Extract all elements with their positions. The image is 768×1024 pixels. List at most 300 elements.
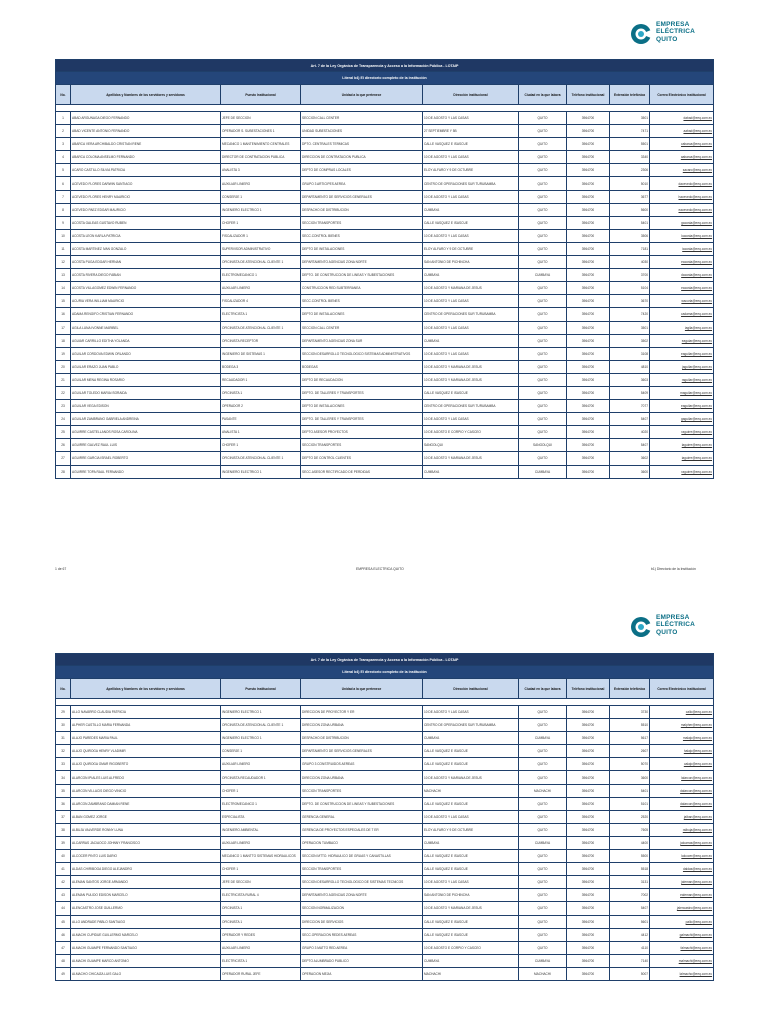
address: MACHACHI [423, 784, 519, 797]
phone: 3964700 [567, 295, 610, 308]
extension: 5007 [610, 967, 650, 980]
position: DIRECTOR DE CONTRATACION PUBLICA [221, 151, 301, 164]
extension: 3108 [610, 347, 650, 360]
employee-name: ALLO ANDRADE PABLO SANTIAGO [71, 915, 221, 928]
table-header-row [56, 85, 714, 105]
unit: SECC.CONTROL BIENES [301, 295, 423, 308]
address: 27 SEPTIEMBRE Y 5B [423, 125, 519, 138]
employee-name: ACOSTA VILLAGOMEZ EDWIN FERNANDO [71, 282, 221, 295]
email-link[interactable]: ealeman@eeq.com.ec [650, 889, 714, 902]
extension: 5401 [610, 784, 650, 797]
unit: BODEGAS [301, 360, 423, 373]
address: 10 DE AGOSTO Y LAS CASAS [423, 347, 519, 360]
employee-name: ALARCON ZAMBRANO DAMIAN RENE [71, 797, 221, 810]
employee-name: ACARO CASTILLO SILVIA PATRICIA [71, 164, 221, 177]
position: CHOFER 1 [221, 439, 301, 452]
company-logo-text: EMPRESA ELÉCTRICA QUITO [656, 614, 695, 636]
email-link[interactable]: gaguilar@eeq.com.ec [650, 413, 714, 426]
employee-name: AGUILAR CORDOVA EDWIN ORLANDO [71, 347, 221, 360]
address: CALLE VASQUEZ E ISASCUE [423, 863, 519, 876]
employee-name: ABAD ARGUNAGA DIEGO FERNANDO [71, 112, 221, 125]
extension: 3340 [610, 151, 650, 164]
email-link[interactable]: eacosta@eeq.com.ec [650, 282, 714, 295]
employee-name: AGUILAR VEGA EDISON [71, 400, 221, 413]
position: ESPECIALISTA [221, 810, 301, 823]
email-link[interactable]: iaguirre@eeq.com.ec [650, 452, 714, 465]
email-link[interactable]: laguirre@eeq.com.ec [650, 439, 714, 452]
address: CALLE VASQUEZ E ISASCUE [423, 386, 519, 399]
email-link[interactable]: lalarcon@eeq.com.ec [650, 771, 714, 784]
unit: DEPTO DE COMPRAS LOCALES [301, 164, 423, 177]
col-header-email: Correo Electrónico institucional [650, 85, 714, 105]
table-row [56, 771, 714, 784]
extension: 5070 [610, 758, 650, 771]
city: QUITO [519, 256, 567, 269]
extension: 3603 [610, 373, 650, 386]
email-link[interactable]: galmachi@eeq.com.ec [650, 928, 714, 941]
extension: 5617 [610, 732, 650, 745]
employee-name: ALAJO QUIROGA OMAR RIGOBERTO [71, 758, 221, 771]
extension: 3506 [610, 229, 650, 242]
extension: 5409 [610, 386, 650, 399]
phone: 3964700 [567, 771, 610, 784]
table-row [56, 400, 714, 413]
employee-name: ACOSTA RIVERA DIEGO FABIAN [71, 269, 221, 282]
email-link[interactable]: jaleman@eeq.com.ec [650, 876, 714, 889]
city: CUMBAYA [519, 465, 567, 478]
phone: 3964700 [567, 334, 610, 347]
phone: 3964700 [567, 347, 610, 360]
email-link[interactable]: eaguilar@eeq.com.ec [650, 347, 714, 360]
email-link[interactable]: raguilar@eeq.com.ec [650, 373, 714, 386]
table-row [56, 151, 714, 164]
col-header-name: Apellidos y Nombres de los servidores y servidoras [71, 85, 221, 105]
table-row [56, 242, 714, 255]
extension: 5518 [610, 863, 650, 876]
table-row [56, 125, 714, 138]
city: QUITO [519, 745, 567, 758]
unit: DEPTO ASESOR PROYECTOS [301, 426, 423, 439]
position: FISCALIZADOR 4 [221, 295, 301, 308]
row-number: 33 [56, 758, 71, 771]
table-row [56, 112, 714, 125]
row-number: 20 [56, 360, 71, 373]
col-header-city: Ciudad en la que labora [519, 679, 567, 699]
email-link[interactable]: falmachi@eeq.com.ec [650, 941, 714, 954]
address: CUMBAYA [423, 465, 519, 478]
row-number: 49 [56, 967, 71, 980]
directory-table-page-2 [55, 653, 714, 981]
email-link[interactable]: lalcocer@eeq.com.ec [650, 850, 714, 863]
phone: 3964700 [567, 915, 610, 928]
city: QUITO [519, 850, 567, 863]
row-number: 40 [56, 850, 71, 863]
email-link[interactable]: eaguiar@eeq.com.ec [650, 334, 714, 347]
table-row [56, 863, 714, 876]
position: ELECTRICISTA 1 [221, 954, 301, 967]
position: INGENIERO ELECTRICO 1 [221, 203, 301, 216]
phone: 3964700 [567, 889, 610, 902]
employee-name: ACEVEDO FLORES HENRY MAURICIO [71, 190, 221, 203]
city: QUITO [519, 321, 567, 334]
phone: 3964700 [567, 426, 610, 439]
extension: 5601 [610, 915, 650, 928]
phone: 3964700 [567, 745, 610, 758]
phone: 3964700 [567, 941, 610, 954]
extension: 4030 [610, 256, 650, 269]
unit: DIRECCION ZONA URBANA [301, 771, 423, 784]
email-link[interactable]: raguirre@eeq.com.ec [650, 465, 714, 478]
employee-name: ABAD VICENTE ANTONIO FERNANDO [71, 125, 221, 138]
email-link[interactable]: iacosta@eeq.com.ec [650, 242, 714, 255]
position: CHOFER 1 [221, 863, 301, 876]
company-logo [630, 21, 712, 47]
email-link[interactable]: malpher@eeq.com.ec [650, 719, 714, 732]
email-link[interactable]: halajo@eeq.com.ec [650, 745, 714, 758]
extension: 3600 [610, 465, 650, 478]
table-row [56, 784, 714, 797]
position: INGENIERO ELECTRICO 1 [221, 732, 301, 745]
email-link[interactable]: jalencastro@eeq.com.ec [650, 902, 714, 915]
email-link[interactable]: jalban@eeq.com.ec [650, 810, 714, 823]
address: CENTRO DE OPERACIONES SUR TURUBAMBA [423, 400, 519, 413]
email-link[interactable]: maguilar@eeq.com.ec [650, 386, 714, 399]
city: QUITO [519, 823, 567, 836]
company-logo [630, 614, 712, 640]
city: QUITO [519, 138, 567, 151]
row-number: 18 [56, 334, 71, 347]
email-link[interactable]: aabad@eeq.com.ec [650, 125, 714, 138]
address: CENTRO DE OPERACIONES SUR TURUBAMBA [423, 177, 519, 190]
employee-name: ACEVEDO PAEZ EDGAR MAURICIO [71, 203, 221, 216]
unit: GRUPO 3 ARTICIPES AEREA [301, 177, 423, 190]
phone: 3964700 [567, 823, 610, 836]
table-row [56, 269, 714, 282]
row-number: 6 [56, 177, 71, 190]
email-link[interactable]: cadama@eeq.com.ec [650, 308, 714, 321]
position: AUXILIAR LINIERO [221, 177, 301, 190]
table-row [56, 426, 714, 439]
unit: OPERACION MEJIA [301, 967, 423, 980]
phone: 3964700 [567, 810, 610, 823]
phone: 3964700 [567, 229, 610, 242]
position: INGENIERO DE SISTEMAS 1 [221, 347, 301, 360]
unit: OPERACION TUMBACO [301, 836, 423, 849]
email-link[interactable]: gacosta@eeq.com.ec [650, 216, 714, 229]
position: OFICINISTA 1 [221, 902, 301, 915]
position: ELECTRICISTA RURAL 4 [221, 889, 301, 902]
row-number: 4 [56, 151, 71, 164]
email-link[interactable]: wacuria@eeq.com.ec [650, 295, 714, 308]
extension: 4400 [610, 836, 650, 849]
email-link[interactable]: aabarca@eeq.com.ec [650, 151, 714, 164]
col-header-unit: Unidad a la que pertenece [301, 85, 423, 105]
position: CONSERJE 1 [221, 190, 301, 203]
unit: GERENCIA DE PROYECTOS ESPECIALES DE T ER [301, 823, 423, 836]
row-number: 19 [56, 347, 71, 360]
email-link[interactable]: jaguilar@eeq.com.ec [650, 360, 714, 373]
phone: 3964700 [567, 784, 610, 797]
phone: 3964700 [567, 797, 610, 810]
table-row [56, 928, 714, 941]
unit: DEPTO DE INSTALACIONES [301, 400, 423, 413]
unit: CONSTRUCCION RED SUBTERRANEA [301, 282, 423, 295]
employee-name: ALARCON VILLACIS DIEGO VINICIO [71, 784, 221, 797]
city: QUITO [519, 216, 567, 229]
city: QUITO [519, 797, 567, 810]
table-row [56, 465, 714, 478]
position: AUXILIAR LINIERO [221, 836, 301, 849]
table-row [56, 308, 714, 321]
row-number: 14 [56, 282, 71, 295]
extension: 4810 [610, 360, 650, 373]
city: QUITO [519, 308, 567, 321]
table-row [56, 797, 714, 810]
unit: DEPTO DE INSTALACIONES [301, 242, 423, 255]
email-link[interactable]: dalarcon@eeq.com.ec [650, 784, 714, 797]
phone: 3964700 [567, 112, 610, 125]
row-number: 12 [56, 256, 71, 269]
row-number: 7 [56, 190, 71, 203]
employee-name: ALENCASTRO JOSE GUILLERMO [71, 902, 221, 915]
email-link[interactable]: dabad@eeq.com.ec [650, 112, 714, 125]
email-link[interactable]: callo@eeq.com.ec [650, 706, 714, 719]
extension: 3131 [610, 876, 650, 889]
email-link[interactable]: malmachi@eeq.com.ec [650, 954, 714, 967]
table-body-page-2 [56, 706, 714, 981]
email-link[interactable]: lalmacho@eeq.com.ec [650, 967, 714, 980]
city: QUITO [519, 706, 567, 719]
row-number: 2 [56, 125, 71, 138]
email-link[interactable]: kacosta@eeq.com.ec [650, 229, 714, 242]
email-link[interactable]: ralbuja@eeq.com.ec [650, 823, 714, 836]
phone: 3964700 [567, 386, 610, 399]
extension: 3501 [610, 112, 650, 125]
row-number: 34 [56, 771, 71, 784]
col-header-no: No. [56, 679, 71, 699]
extension: 7471 [610, 125, 650, 138]
table-row [56, 295, 714, 308]
city: QUITO [519, 203, 567, 216]
email-link[interactable]: cabarca@eeq.com.ec [650, 138, 714, 151]
email-link[interactable]: hacevedo@eeq.com.ec [650, 190, 714, 203]
document-page-2 [0, 590, 768, 1024]
city: QUITO [519, 915, 567, 928]
table-row [56, 190, 714, 203]
unit: DEPARTAMENTO AGENCIAS ZONA SUR [301, 334, 423, 347]
table-row [56, 138, 714, 151]
position: ELECTROMECANICO 1 [221, 797, 301, 810]
email-link[interactable]: daldas@eeq.com.ec [650, 863, 714, 876]
address: CALLE VASQUEZ E ISASCUE [423, 138, 519, 151]
row-number: 17 [56, 321, 71, 334]
phone: 3964700 [567, 850, 610, 863]
address: 10 DE AGOSTO Y MARIANA DE JESUS [423, 452, 519, 465]
table-row [56, 902, 714, 915]
unit: DEPTO. DE CONSTRUCCION DE LINEAS Y SUBESTACIONES [301, 269, 423, 282]
phone: 3964700 [567, 190, 610, 203]
table-row [56, 373, 714, 386]
address: 10 DE AGOSTO Y LAS CASAS [423, 810, 519, 823]
position: JEFE DE SECCION [221, 876, 301, 889]
col-header-no: No. [56, 85, 71, 105]
city: QUITO [519, 164, 567, 177]
footer-company: EMPRESA ELECTRICA QUITO [356, 567, 404, 571]
city: QUITO [519, 125, 567, 138]
city: QUITO [519, 771, 567, 784]
unit: DEPTO. DE TALLERES Y TRANSPORTES [301, 386, 423, 399]
extension: 7181 [610, 242, 650, 255]
row-number: 38 [56, 823, 71, 836]
phone: 3964700 [567, 902, 610, 915]
city: QUITO [519, 190, 567, 203]
position: AUXILIAR LINIERO [221, 758, 301, 771]
extension: 7002 [610, 889, 650, 902]
table-row [56, 810, 714, 823]
unit: SECCION CALL CENTER [301, 321, 423, 334]
employee-name: ADAMA RENGIFO CRISTIAN FERNANDO [71, 308, 221, 321]
position: INGENIERO ELECTRICO 1 [221, 706, 301, 719]
table-subtitle: Literal b4) El directorio completo de la institución [56, 666, 714, 679]
address: CALLE VASQUEZ E ISASCUE [423, 216, 519, 229]
city: QUITO [519, 889, 567, 902]
col-header-extension: Extensión telefónica [610, 85, 650, 105]
table-row [56, 386, 714, 399]
employee-name: ACOSTA PUGA EDGAR HERNAN [71, 256, 221, 269]
city: CUMBAYA [519, 836, 567, 849]
city: QUITO [519, 863, 567, 876]
city: QUITO [519, 413, 567, 426]
address: SAN ANTONIO DE PICHINCHA [423, 256, 519, 269]
email-link[interactable]: sacaro@eeq.com.ec [650, 164, 714, 177]
employee-name: ACOSTA MARTINEZ IVAN GONZALO [71, 242, 221, 255]
unit: GRUPO 3 MATTO RED AEREA [301, 941, 423, 954]
table-row [56, 360, 714, 373]
unit: GERENCIA GENERAL [301, 810, 423, 823]
extension: 2607 [610, 745, 650, 758]
extension: 3602 [610, 452, 650, 465]
employee-name: ALARCON IPIALES LUIS ALFREDO [71, 771, 221, 784]
email-link[interactable]: dacevedo@eeq.com.ec [650, 177, 714, 190]
unit: SECC.ASESOR RECTIFICADO DE PERDIDAS [301, 465, 423, 478]
address: 10 DE AGOSTO E CORPIO Y CASCEO [423, 426, 519, 439]
extension: 5510 [610, 719, 650, 732]
phone: 3964700 [567, 321, 610, 334]
employee-name: ACURIA VERA WILLIAM MAURICIO [71, 295, 221, 308]
position: CONSERJE 1 [221, 745, 301, 758]
phone: 3964700 [567, 138, 610, 151]
city: QUITO [519, 360, 567, 373]
col-header-email: Correo Electrónico institucional [650, 679, 714, 699]
col-header-address: Dirección institucional [423, 679, 519, 699]
phone: 3964700 [567, 719, 610, 732]
phone: 3964700 [567, 282, 610, 295]
phone: 3964700 [567, 164, 610, 177]
email-link[interactable]: oalajo@eeq.com.ec [650, 758, 714, 771]
table-row [56, 732, 714, 745]
col-header-extension: Extensión telefónica [610, 679, 650, 699]
employee-name: ALEMAN SANTOS JORGE ARMANDO [71, 876, 221, 889]
table-row [56, 282, 714, 295]
position: OFICINISTA DE ATENCION AL CLIENTE 1 [221, 321, 301, 334]
row-number: 47 [56, 941, 71, 954]
email-link[interactable]: eaguilar@eeq.com.ec [650, 400, 714, 413]
email-link[interactable]: pallo@eeq.com.ec [650, 915, 714, 928]
city: QUITO [519, 452, 567, 465]
employee-name: AGUILAR ZAMBRANO GABRIELA ANDREINA [71, 413, 221, 426]
position: AUXILIAR LINIERO [221, 941, 301, 954]
col-header-phone: Teléfono institucional [567, 679, 610, 699]
email-link[interactable]: eacevedo@eeq.com.ec [650, 203, 714, 216]
row-number: 44 [56, 902, 71, 915]
unit: DEPARTAMENTO DE SERVICIOS GENERALES [301, 190, 423, 203]
phone: 3964700 [567, 400, 610, 413]
address: CALLE VASQUEZ E ISASCUE [423, 758, 519, 771]
employee-name: ALMACHI CUPIDUE GUILLERMO MARCELO [71, 928, 221, 941]
address: 10 DE AGOSTO Y LAS CASAS [423, 229, 519, 242]
email-link[interactable]: dacosta@eeq.com.ec [650, 269, 714, 282]
footer-page-number: 1 de 67 [55, 567, 67, 571]
position: OPERADOR S. SUBESTACIONES 1 [221, 125, 301, 138]
email-link[interactable]: iagila@eeq.com.ec [650, 321, 714, 334]
phone: 3964700 [567, 203, 610, 216]
city: QUITO [519, 373, 567, 386]
phone: 3964700 [567, 452, 610, 465]
unit: SECCION TRANSPORTES [301, 784, 423, 797]
address: CUMBAYA [423, 203, 519, 216]
city: QUITO [519, 242, 567, 255]
row-number: 27 [56, 452, 71, 465]
row-number: 42 [56, 876, 71, 889]
table-title: Art. 7 de la Ley Orgánica de Transparencia y Acceso a la Información Pública - LOTAIP [56, 654, 714, 666]
table-row [56, 823, 714, 836]
unit: DESPACHO DE DISTRIBUCION [301, 203, 423, 216]
row-number: 28 [56, 465, 71, 478]
email-link[interactable]: dalarcon@eeq.com.ec [650, 797, 714, 810]
table-row [56, 164, 714, 177]
address: 10 DE AGOSTO E CORPIO Y CASCEO [423, 941, 519, 954]
email-link[interactable]: eacosta@eeq.com.ec [650, 256, 714, 269]
phone: 3964700 [567, 967, 610, 980]
employee-name: ALMACHI GUAMPE MARCO ANTONIO [71, 954, 221, 967]
phone: 3964700 [567, 269, 610, 282]
address: CUMBAYA [423, 836, 519, 849]
position: OFICINISTA RECEPTOR [221, 334, 301, 347]
position: OFICINISTA 1 [221, 915, 301, 928]
email-link[interactable]: jalcarras@eeq.com.ec [650, 836, 714, 849]
position: JEFE DE SECCION [221, 112, 301, 125]
table-row [56, 177, 714, 190]
row-number: 10 [56, 229, 71, 242]
city: SANGOLQUI [519, 439, 567, 452]
extension: 5407 [610, 439, 650, 452]
footer-section: b1) Directorio de la Institución [651, 567, 696, 571]
address: CALLE VASQUEZ E ISASCUE [423, 928, 519, 941]
extension: 7420 [610, 308, 650, 321]
extension: 5010 [610, 177, 650, 190]
unit: SECCION CALL CENTER [301, 112, 423, 125]
email-link[interactable]: raguirre@eeq.com.ec [650, 426, 714, 439]
employee-name: ALPHER CASTILLO MARIA FERNANDA [71, 719, 221, 732]
employee-name: AGILA LUNA IVONNE MARIBEL [71, 321, 221, 334]
email-link[interactable]: malajo@eeq.com.ec [650, 732, 714, 745]
row-number: 8 [56, 203, 71, 216]
address: 10 DE AGOSTO Y LAS CASAS [423, 295, 519, 308]
extension: 4412 [610, 928, 650, 941]
phone: 3964700 [567, 439, 610, 452]
row-number: 45 [56, 915, 71, 928]
city: QUITO [519, 386, 567, 399]
